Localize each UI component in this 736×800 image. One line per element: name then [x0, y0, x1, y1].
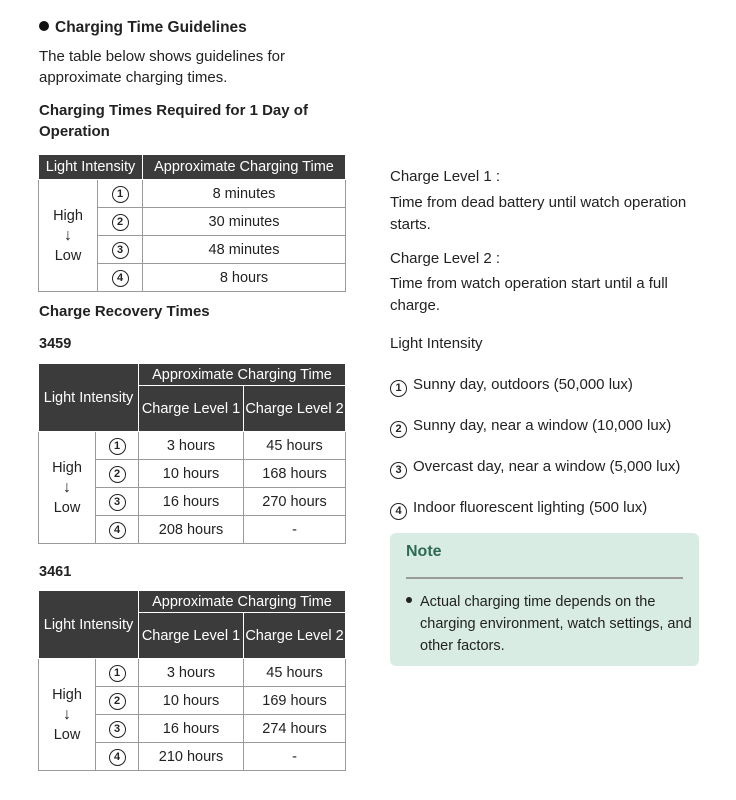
intensity-high: High	[53, 207, 83, 224]
note-text: Actual charging time depends on the charging environment, watch settings, and other factors.	[420, 594, 692, 654]
charge-level-2-label: Charge Level 2 :	[390, 250, 501, 267]
table-cell-level2: -	[244, 516, 346, 544]
note-divider	[406, 577, 683, 579]
table-cell-level2: 274 hours	[244, 715, 346, 743]
circled-number-icon: 3	[390, 462, 407, 479]
circled-number-icon: 2	[390, 421, 407, 438]
circled-number-icon: 1	[109, 665, 126, 682]
table-cell-level1: 10 hours	[139, 460, 244, 488]
circled-number-icon: 1	[112, 186, 129, 203]
light-intensity-label: Light Intensity	[390, 335, 483, 352]
header-light-intensity: Light Intensity	[39, 155, 143, 180]
header-light-intensity: Light Intensity	[39, 591, 139, 659]
note-item	[406, 591, 705, 657]
down-arrow-icon: ↓	[64, 226, 72, 244]
table-row-num	[96, 516, 139, 544]
table-cell-level2: 169 hours	[244, 687, 346, 715]
table-cell-time: 30 minutes	[143, 208, 346, 236]
intensity-high: High	[52, 459, 82, 476]
recovery-table-3461	[38, 590, 346, 771]
intensity-scale	[39, 659, 96, 771]
circled-number-icon: 1	[109, 438, 126, 455]
table-row-num	[96, 432, 139, 460]
charge-level-2-text: Time from watch operation start until a full charge.	[390, 275, 668, 314]
circled-number-icon: 2	[112, 214, 129, 231]
circled-number-icon: 4	[109, 749, 126, 766]
table-cell-time: 8 hours	[143, 264, 346, 292]
table-cell-level2: 168 hours	[244, 460, 346, 488]
charge-level-1-label: Charge Level 1 :	[390, 168, 501, 185]
table-cell-level1: 210 hours	[139, 743, 244, 771]
circled-number-icon: 4	[390, 503, 407, 520]
light-item-text: Indoor fluorescent lighting (500 lux)	[413, 499, 648, 516]
table-cell-level1: 16 hours	[139, 715, 244, 743]
header-charging-time: Approximate Charging Time	[139, 591, 346, 613]
light-item	[390, 417, 671, 438]
table-row-num	[96, 743, 139, 771]
section-heading	[39, 19, 247, 37]
table-row-num	[96, 687, 139, 715]
circled-number-icon: 2	[109, 466, 126, 483]
table-row-num	[98, 236, 143, 264]
section-heading-text: Charging Time Guidelines	[55, 19, 247, 36]
header-charge-level-1: Charge Level 1	[139, 386, 244, 432]
circled-number-icon: 2	[109, 693, 126, 710]
intro-text: The table below shows guidelines for approximate charging times.	[39, 48, 285, 86]
table-cell-level2: 45 hours	[244, 432, 346, 460]
light-item-text: Sunny day, outdoors (50,000 lux)	[413, 376, 633, 393]
table-cell-level1: 16 hours	[139, 488, 244, 516]
table-row-num	[98, 264, 143, 292]
table-row-num	[98, 180, 143, 208]
header-light-intensity: Light Intensity	[39, 364, 139, 432]
circled-number-icon: 3	[112, 242, 129, 259]
table-cell-level1: 208 hours	[139, 516, 244, 544]
header-charge-level-2: Charge Level 2	[244, 613, 346, 659]
table-row-num	[96, 659, 139, 687]
intensity-low: Low	[54, 247, 82, 264]
light-item-text: Overcast day, near a window (5,000 lux)	[413, 458, 681, 475]
intensity-high: High	[52, 686, 82, 703]
intensity-scale	[39, 432, 96, 544]
day-table-title: Charging Times Required for 1 Day of Operation	[39, 102, 308, 140]
bullet-icon	[406, 597, 412, 603]
circled-number-icon: 3	[109, 721, 126, 738]
table-row-num	[96, 715, 139, 743]
day-charging-table	[38, 154, 346, 292]
header-charge-level-1: Charge Level 1	[139, 613, 244, 659]
recovery-title: Charge Recovery Times	[39, 303, 210, 320]
table-cell-time: 48 minutes	[143, 236, 346, 264]
table-row-num	[96, 460, 139, 488]
table-cell-level2: 45 hours	[244, 659, 346, 687]
table-row-num	[98, 208, 143, 236]
down-arrow-icon: ↓	[63, 478, 71, 496]
model-number: 3461	[39, 564, 72, 580]
note-title: Note	[406, 543, 442, 560]
intensity-scale	[39, 180, 98, 292]
table-cell-level1: 3 hours	[139, 659, 244, 687]
intensity-low: Low	[53, 726, 81, 743]
header-charge-level-2: Charge Level 2	[244, 386, 346, 432]
light-item	[390, 499, 647, 520]
intensity-low: Low	[53, 499, 81, 516]
table-row-num	[96, 488, 139, 516]
recovery-table-3459	[38, 363, 346, 544]
light-item-text: Sunny day, near a window (10,000 lux)	[413, 417, 672, 434]
light-item	[390, 376, 633, 397]
circled-number-icon: 4	[109, 522, 126, 539]
model-number: 3459	[39, 336, 72, 352]
bullet-icon	[39, 21, 49, 31]
circled-number-icon: 3	[109, 494, 126, 511]
table-cell-time: 8 minutes	[143, 180, 346, 208]
table-cell-level1: 10 hours	[139, 687, 244, 715]
circled-number-icon: 1	[390, 380, 407, 397]
note-box	[390, 533, 699, 666]
header-charging-time: Approximate Charging Time	[139, 364, 346, 386]
table-cell-level1: 3 hours	[139, 432, 244, 460]
table-cell-level2: 270 hours	[244, 488, 346, 516]
table-cell-level2: -	[244, 743, 346, 771]
header-charging-time: Approximate Charging Time	[143, 155, 346, 180]
charge-level-1-text: Time from dead battery until watch operation starts.	[390, 194, 687, 233]
light-item	[390, 458, 680, 479]
circled-number-icon: 4	[112, 270, 129, 287]
down-arrow-icon: ↓	[63, 705, 71, 723]
